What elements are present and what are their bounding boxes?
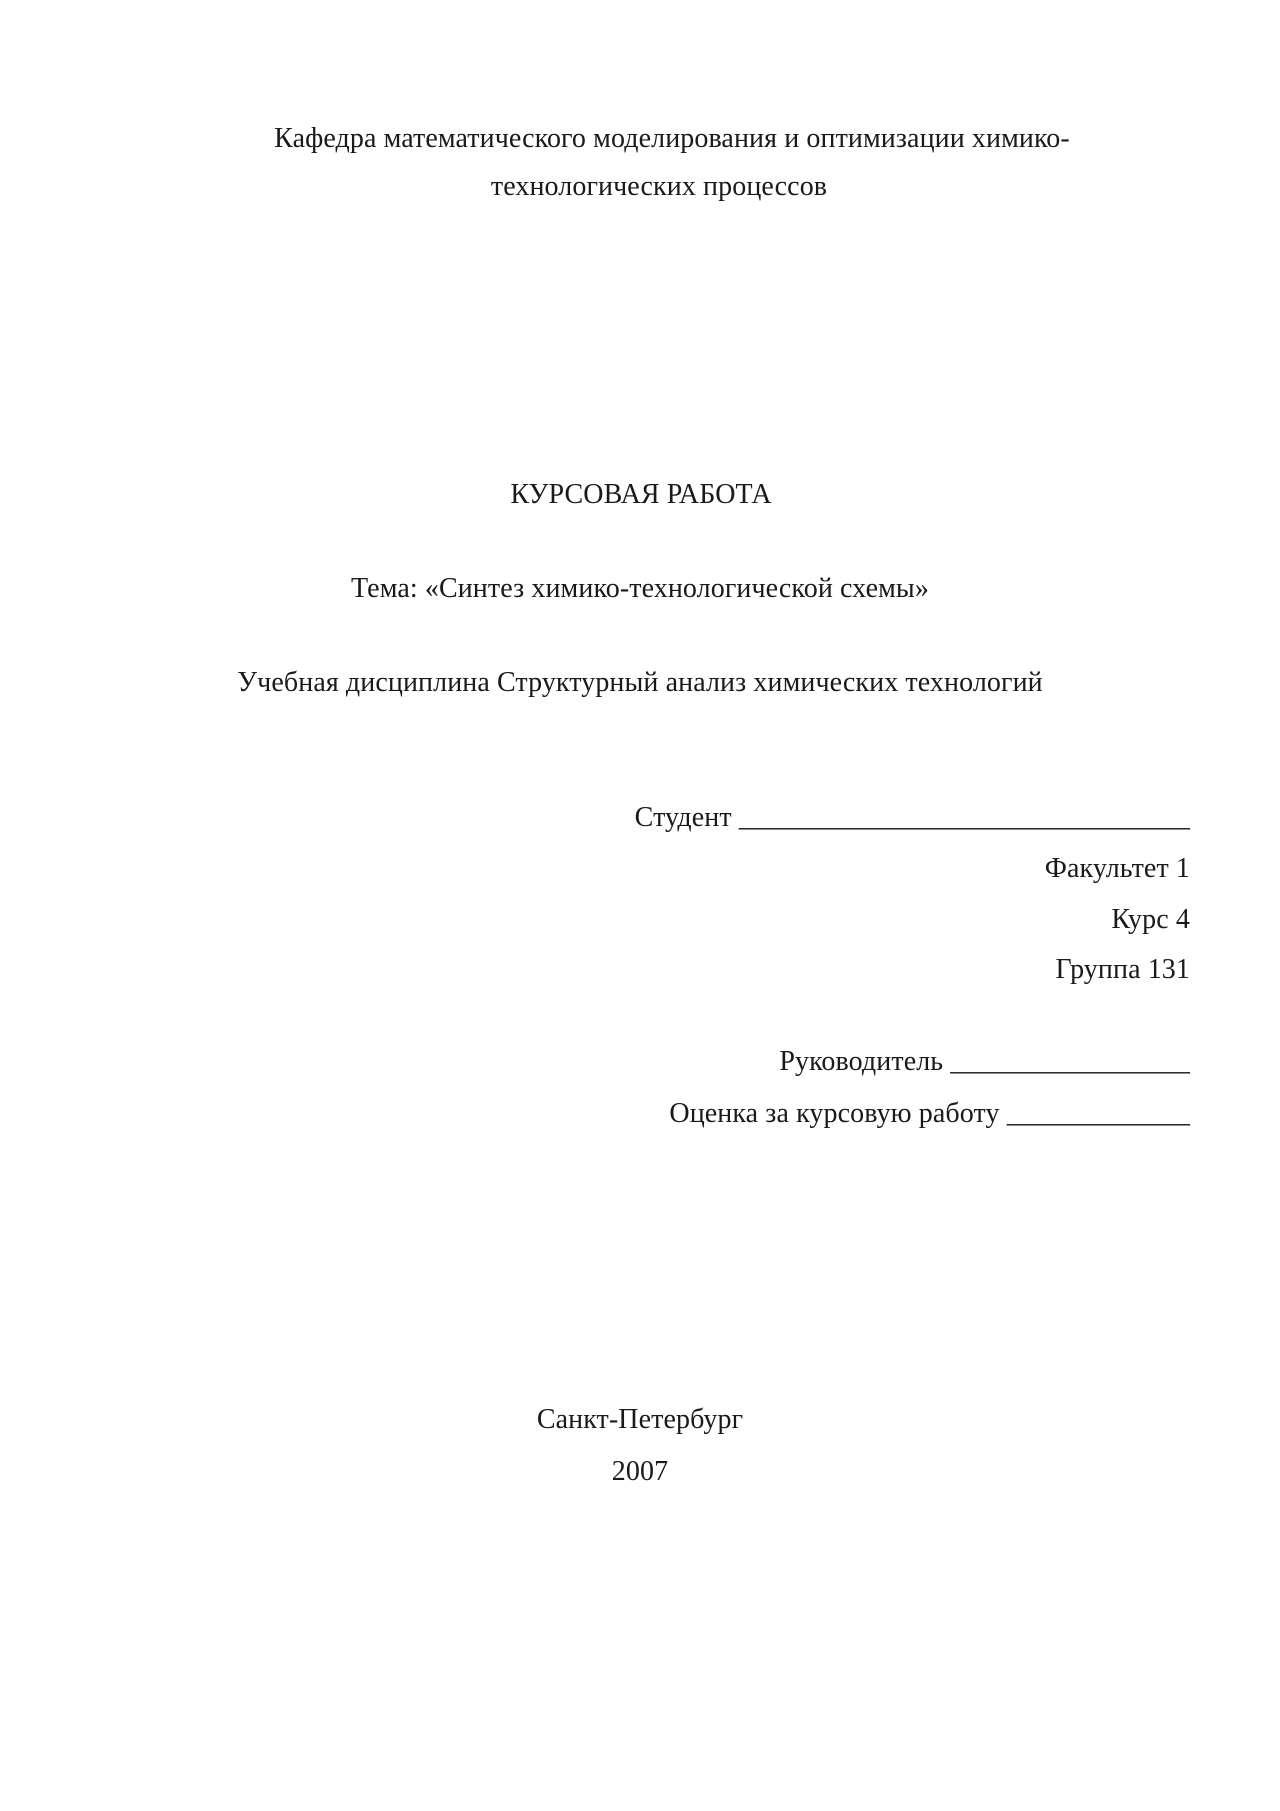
faculty-line: Факультет 1	[1044, 853, 1190, 884]
grade-blank: _____________	[1006, 1098, 1190, 1129]
course-line: Курс 4	[1111, 904, 1190, 935]
grade-label: Оценка за курсовую работу	[669, 1098, 1000, 1129]
department-line-2: технологических процессов	[490, 171, 828, 202]
student-signature-blank: ________________________________	[738, 802, 1190, 833]
supervisor-row	[779, 1045, 1190, 1079]
grade-row	[669, 1097, 1190, 1131]
supervisor-signature-blank: _________________	[950, 1046, 1190, 1077]
student-label: Студент	[634, 802, 732, 833]
department-line-1: Кафедра математического моделирования и оптимизации химико-	[274, 123, 1070, 154]
group-line: Группа 131	[1055, 954, 1190, 985]
supervisor-label: Руководитель	[779, 1046, 944, 1077]
year-line: 2007	[611, 1456, 669, 1487]
discipline-line: Учебная дисциплина Структурный анализ химических технологий	[237, 667, 1043, 698]
student-row	[635, 801, 1190, 835]
work-type-heading: КУРСОВАЯ РАБОТА	[510, 479, 772, 510]
topic-line: Тема: «Синтез химико-технологической схемы»	[351, 573, 929, 604]
city-line: Санкт-Петербург	[536, 1404, 744, 1435]
